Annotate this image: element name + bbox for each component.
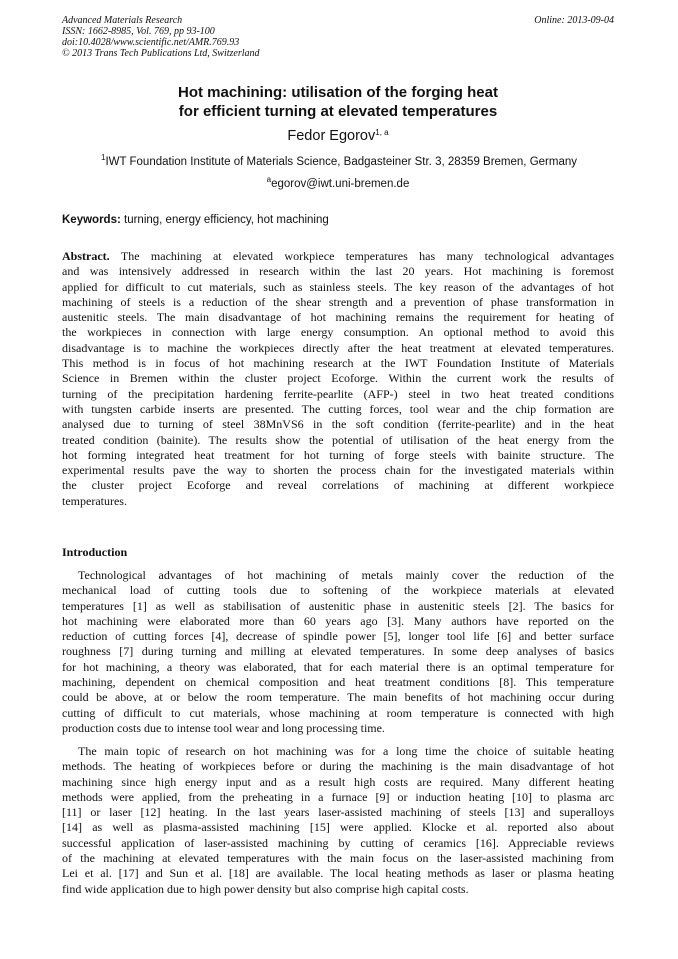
paragraph-line: find wide application due to high power density but also comprise high capital costs. xyxy=(62,881,469,896)
doi-line[interactable]: doi:10.4028/www.scientific.net/AMR.769.93 xyxy=(62,37,240,48)
paragraph-line: [14] as well as plasma-assisted machining [15] were applied. Klocke et al. reported also about xyxy=(62,820,614,835)
abstract-line: machining of steels is a reduction of the shear strength and a prevention of phase transformation in xyxy=(62,294,614,309)
abstract-line: analysed due to turning of steel 38MnVS6 in the soft condition (ferrite-pearlite) and in the heat xyxy=(62,417,614,432)
keywords xyxy=(62,213,329,228)
affiliation-superscript: 1 xyxy=(101,153,106,162)
issn-line: ISSN: 1662-8985, Vol. 769, pp 93-100 xyxy=(62,26,215,37)
publication-info xyxy=(62,15,260,59)
paragraph-line: successful application of laser-assisted machining by cutting of ceramics [16]. Appreciable reviews xyxy=(62,835,614,850)
affiliation xyxy=(50,155,628,170)
abstract-line: applied for difficult to cut materials, such as stainless steels. The key reason of the advantages of hot xyxy=(62,279,614,294)
section-heading-introduction: Introduction xyxy=(62,545,128,559)
abstract-line: and was intensively addressed in research within the last 20 years. Hot machining is foremost xyxy=(62,264,614,279)
paragraph-line: The main topic of research on hot machining was for a long time the choice of suitable heating xyxy=(78,744,614,758)
online-date: Online: 2013-09-04 xyxy=(534,15,614,26)
email-address[interactable]: egorov@iwt.uni-bremen.de xyxy=(271,178,410,190)
abstract-line: with tungsten carbide inserts are presented. The cutting forces, tool wear and the chip formation are xyxy=(62,401,614,416)
author-name: Fedor Egorov xyxy=(287,128,376,144)
email-superscript: a xyxy=(266,175,272,184)
paragraph-line: roughness [7] during turning and milling at elevated temperatures. In some deep analyses of basics xyxy=(62,644,614,659)
paragraph-line: could be above, at or below the room temperature. The main benefits of hot machining occur during xyxy=(62,690,614,705)
author xyxy=(62,127,614,145)
abstract-line: temperatures. xyxy=(62,493,127,508)
paragraph-line: production costs due to intense tool wear and long processing time. xyxy=(62,720,385,735)
title-line-1: Hot machining: utilisation of the forging heat xyxy=(178,84,498,101)
paragraph-line: methods. The heating of workpieces before or during the machining is the main disadvantage of hot xyxy=(62,759,614,774)
affiliation-text: IWT Foundation Institute of Materials Science, Badgasteiner Str. 3, 28359 Bremen, Germany xyxy=(105,156,577,168)
introduction-paragraph-2 xyxy=(62,744,614,897)
paragraph-line: machining, dependent on chemical composition and heat treatment conditions [8]. This temperature xyxy=(62,675,614,690)
introduction-paragraph-1 xyxy=(62,568,614,736)
abstract-line: Science in Bremen within the cluster project Ecoforge. Within the current work the results of xyxy=(62,371,614,386)
paragraph-line: Technological advantages of hot machining of metals mainly cover the reduction of the xyxy=(78,568,614,582)
paragraph-line: temperatures [1] as well as stabilisation of austenitic phase in austenitic steels [2]. The basics for xyxy=(62,598,614,613)
abstract-line: disadvantage is to machine the workpieces directly after the heat treatment at elevated temperatures. xyxy=(62,340,614,355)
email xyxy=(62,177,614,192)
abstract-line: experimental results pave the way to shorten the process chain for the investigated materials within xyxy=(62,463,614,478)
abstract-line: turning of the precipitation hardening ferrite-pearlite (AFP-) steel in two heat treated conditions xyxy=(62,386,614,401)
paragraph-line: hot machining were elaborated more than 60 years ago [3]. Many authors have reported on the xyxy=(62,613,614,628)
paragraph-line: mechanical load of cutting tools due to softening of the workpiece materials at elevated xyxy=(62,583,614,598)
paragraph-line: machining since high energy input and as a result high costs are required. Many different heating xyxy=(62,774,614,789)
abstract xyxy=(62,249,614,509)
author-superscript: 1, a xyxy=(375,128,389,137)
abstract-line: treated condition (bainite). The results show the potential of utilisation of the heat energy from the xyxy=(62,432,614,447)
paper-title xyxy=(62,83,614,121)
abstract-line: hot forming integrated heat treatment for hot turning of forge steels with bainite structure. The xyxy=(62,447,614,462)
title-line-2: for efficient turning at elevated temperatures xyxy=(178,103,498,120)
keywords-label: Keywords: xyxy=(62,214,121,226)
paragraph-line: of the machining at elevated temperatures with the main focus on the laser-assisted machining from xyxy=(62,851,614,866)
journal-name: Advanced Materials Research xyxy=(62,15,183,26)
abstract-line: the workpieces in connection with large energy consumption. An optional method to avoid this xyxy=(62,325,614,340)
keywords-text: turning, energy efficiency, hot machining xyxy=(124,214,329,226)
abstract-label: Abstract. xyxy=(62,249,110,263)
paragraph-line: reduction of cutting forces [4], decrease of spindle power [5], longer tool life [6] and better surface xyxy=(62,629,614,644)
copyright-line: © 2013 Trans Tech Publications Ltd, Switzerland xyxy=(62,48,260,59)
abstract-line: Abstract. The machining at elevated workpiece temperatures has many technological advantages xyxy=(62,249,614,263)
abstract-line: the cluster project Ecoforge and reveal correlations of machining at different workpiece xyxy=(62,478,614,493)
paragraph-line: [11] or laser [12] heating. In the last years laser-assisted machining of steels [13] and superalloys xyxy=(62,805,614,820)
paragraph-line: for hot machining, a theory was elaborated, that for each material there is an optimal temperature for xyxy=(62,659,614,674)
abstract-line: austenitic steels. The main disadvantage of hot machining remains the requirement for heating of xyxy=(62,310,614,325)
paragraph-line: cutting of difficult to cut materials, whose machining at room temperature is connected with high xyxy=(62,705,614,720)
paragraph-line: Lei et al. [17] and Sun et al. [18] are available. The local heating methods as laser or plasma heating xyxy=(62,866,614,881)
paragraph-line: methods were applied, from the preheating in a furnace [9] or induction heating [10] to plasma arc xyxy=(62,789,614,804)
abstract-line: This method is in focus of hot machining research at the IWT Foundation Institute of Materials xyxy=(62,356,614,371)
